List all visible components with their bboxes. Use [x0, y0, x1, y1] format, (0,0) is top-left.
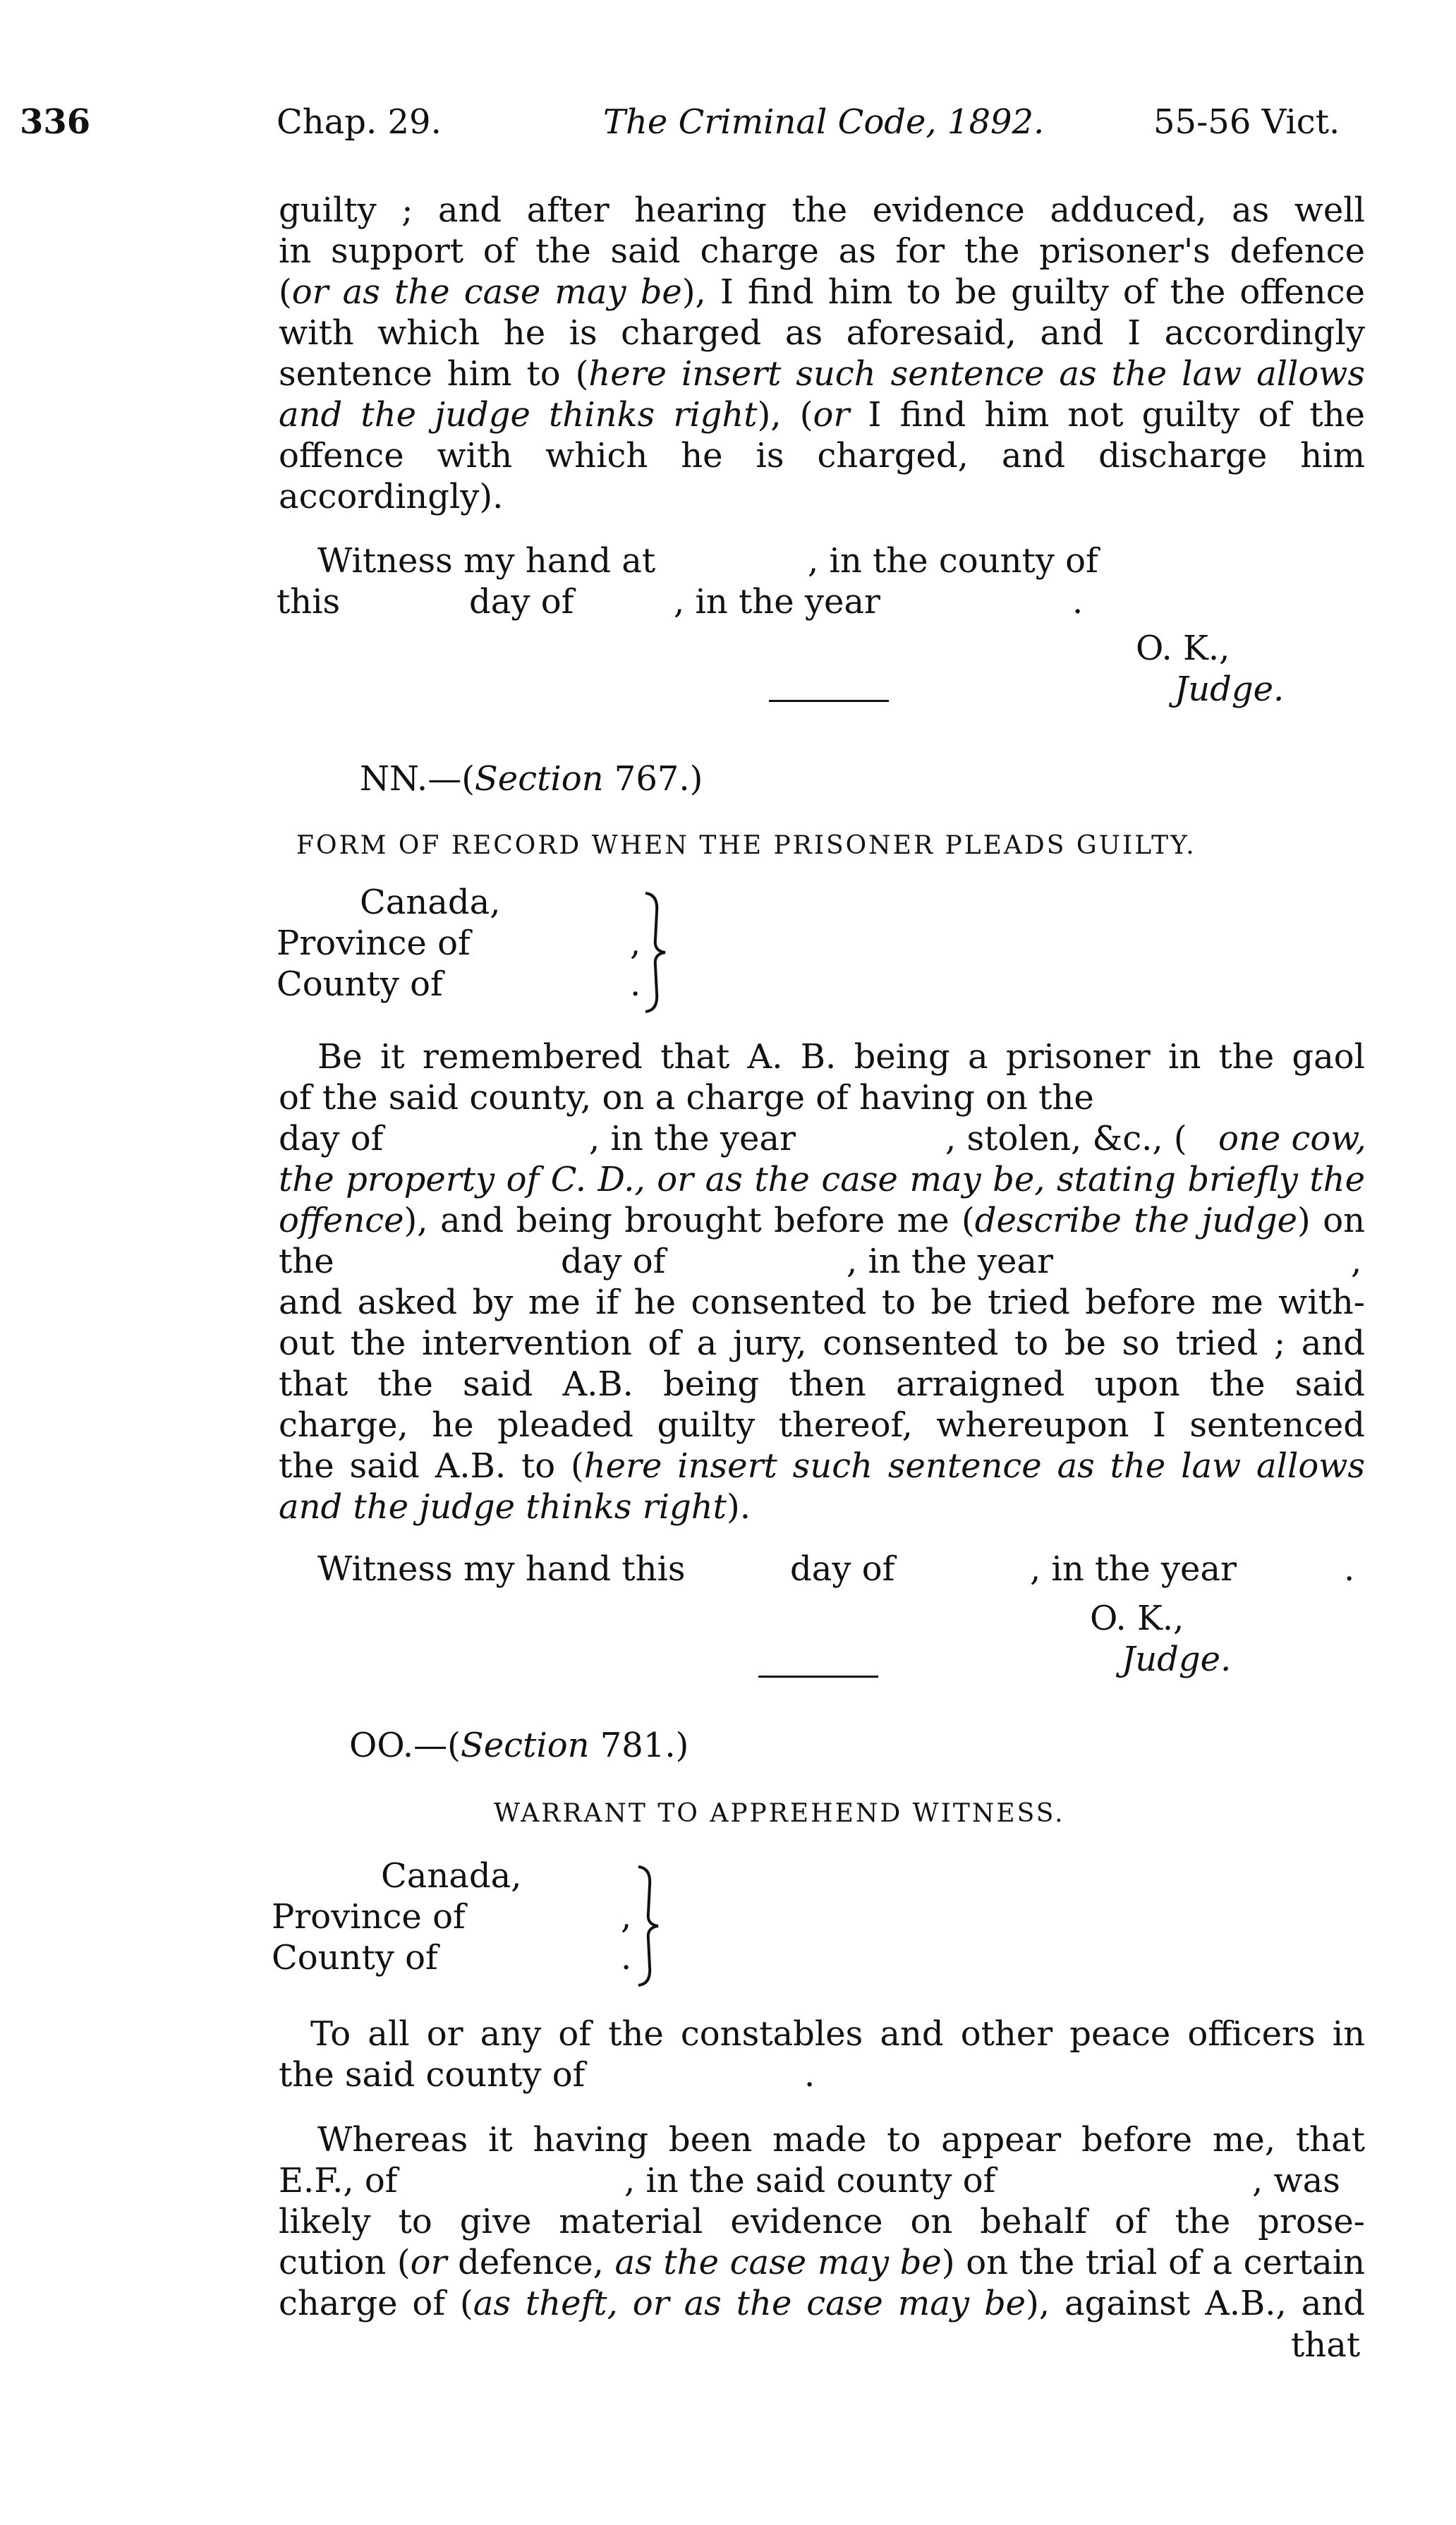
text-line: charge, he pleaded guilty thereof, whereupon I sentenced [279, 1405, 1365, 1445]
venue-line: Province of [272, 1897, 466, 1937]
text-line: guilty ; and after hearing the evidence adduced, as well [279, 190, 1365, 230]
venue-punct: . [630, 964, 641, 1004]
venue-punct: , [621, 1897, 632, 1937]
text-line: sentence him to (here insert such sentence as the law allows [279, 354, 1366, 394]
text-line: Be it remembered that A. B. being a prisoner in the gaol [317, 1037, 1365, 1077]
text-line: and the judge thinks right), (or I find him not guilty of the [279, 395, 1366, 435]
witness-line: Witness my hand at [317, 541, 656, 581]
text-line: day of , in the year , stolen, &c., ( one cow, [279, 1119, 1366, 1158]
divider [758, 1676, 878, 1678]
text-line: offence with which he is charged, and discharge him [279, 436, 1365, 476]
brace-icon [638, 890, 674, 1014]
text-line: accordingly). [279, 477, 504, 516]
signature-role: Judge. [1122, 1640, 1232, 1679]
chapter-label: Chap. 29. [277, 102, 442, 142]
signature: O. K., [1136, 629, 1230, 668]
text-line: the day of , in the year , [279, 1242, 1362, 1281]
venue-punct: . [621, 1938, 632, 1978]
form-label: NN.—(Section 767.) [360, 759, 703, 799]
text-line: and asked by me if he consented to be tried before me with- [279, 1283, 1365, 1322]
venue-line: Canada, [381, 1856, 522, 1896]
text-line: out the intervention of a jury, consented to be so tried ; and [279, 1324, 1365, 1363]
text-line: that [1291, 2325, 1361, 2365]
witness-line: . [1344, 1549, 1355, 1589]
text-line: of the said county, on a charge of having on the [279, 1078, 1094, 1118]
text-line: with which he is charged as aforesaid, and I accordingly [279, 313, 1365, 353]
witness-line: , in the year [1030, 1549, 1237, 1589]
witness-line: , in the year [674, 582, 880, 622]
form-heading: WARRANT TO APPREHEND WITNESS. [494, 1799, 1065, 1828]
text-line: the said county of . [279, 2055, 815, 2095]
text-line: likely to give material evidence on behalf of the prose- [279, 2202, 1365, 2241]
witness-line: . [1072, 582, 1084, 622]
venue-punct: , [630, 924, 641, 963]
witness-line: day of [469, 582, 574, 622]
text-line: and the judge thinks right). [279, 1487, 751, 1527]
witness-line: , in the county of [808, 541, 1098, 581]
brace-icon [631, 1864, 667, 1987]
text-line: the said A.B. to (here insert such sentence as the law allows [279, 1446, 1365, 1486]
text-line: Whereas it having been made to appear before me, that [317, 2120, 1365, 2160]
form-label: OO.—(Section 781.) [349, 1726, 689, 1765]
page-number: 336 [20, 102, 91, 142]
text-line: in support of the said charge as for the prisoner's defence [279, 231, 1365, 271]
divider [769, 700, 889, 702]
venue-line: Canada, [360, 883, 501, 922]
regnal-year: 55-56 Vict. [1153, 102, 1340, 142]
signature-role: Judge. [1175, 670, 1285, 709]
text-line: (or as the case may be), I find him to be guilty of the offence [279, 272, 1365, 312]
text-line: charge of (as theft, or as the case may be), against A.B., and [279, 2284, 1365, 2323]
running-title: The Criminal Code, 1892. [603, 102, 1045, 142]
text-line: that the said A.B. being then arraigned upon the said [279, 1364, 1365, 1404]
text-line: offence), and being brought before me (describe the judge) on [279, 1201, 1366, 1240]
venue-line: County of [272, 1938, 438, 1978]
text-line: the property of C. D., or as the case may be, stating briefly the [279, 1160, 1365, 1199]
text-line: To all or any of the constables and other peace officers in [310, 2014, 1365, 2054]
signature: O. K., [1090, 1599, 1184, 1638]
form-heading: FORM OF RECORD WHEN THE PRISONER PLEADS GUILTY. [296, 831, 1196, 860]
witness-line: this [277, 582, 341, 622]
witness-line: Witness my hand this [317, 1549, 686, 1589]
text-line: cution (or defence, as the case may be) on the trial of a certain [279, 2243, 1366, 2282]
venue-line: County of [277, 964, 443, 1004]
venue-line: Province of [277, 924, 471, 963]
text-line: E.F., of , in the said county of , was [279, 2161, 1340, 2200]
witness-line: day of [790, 1549, 895, 1589]
